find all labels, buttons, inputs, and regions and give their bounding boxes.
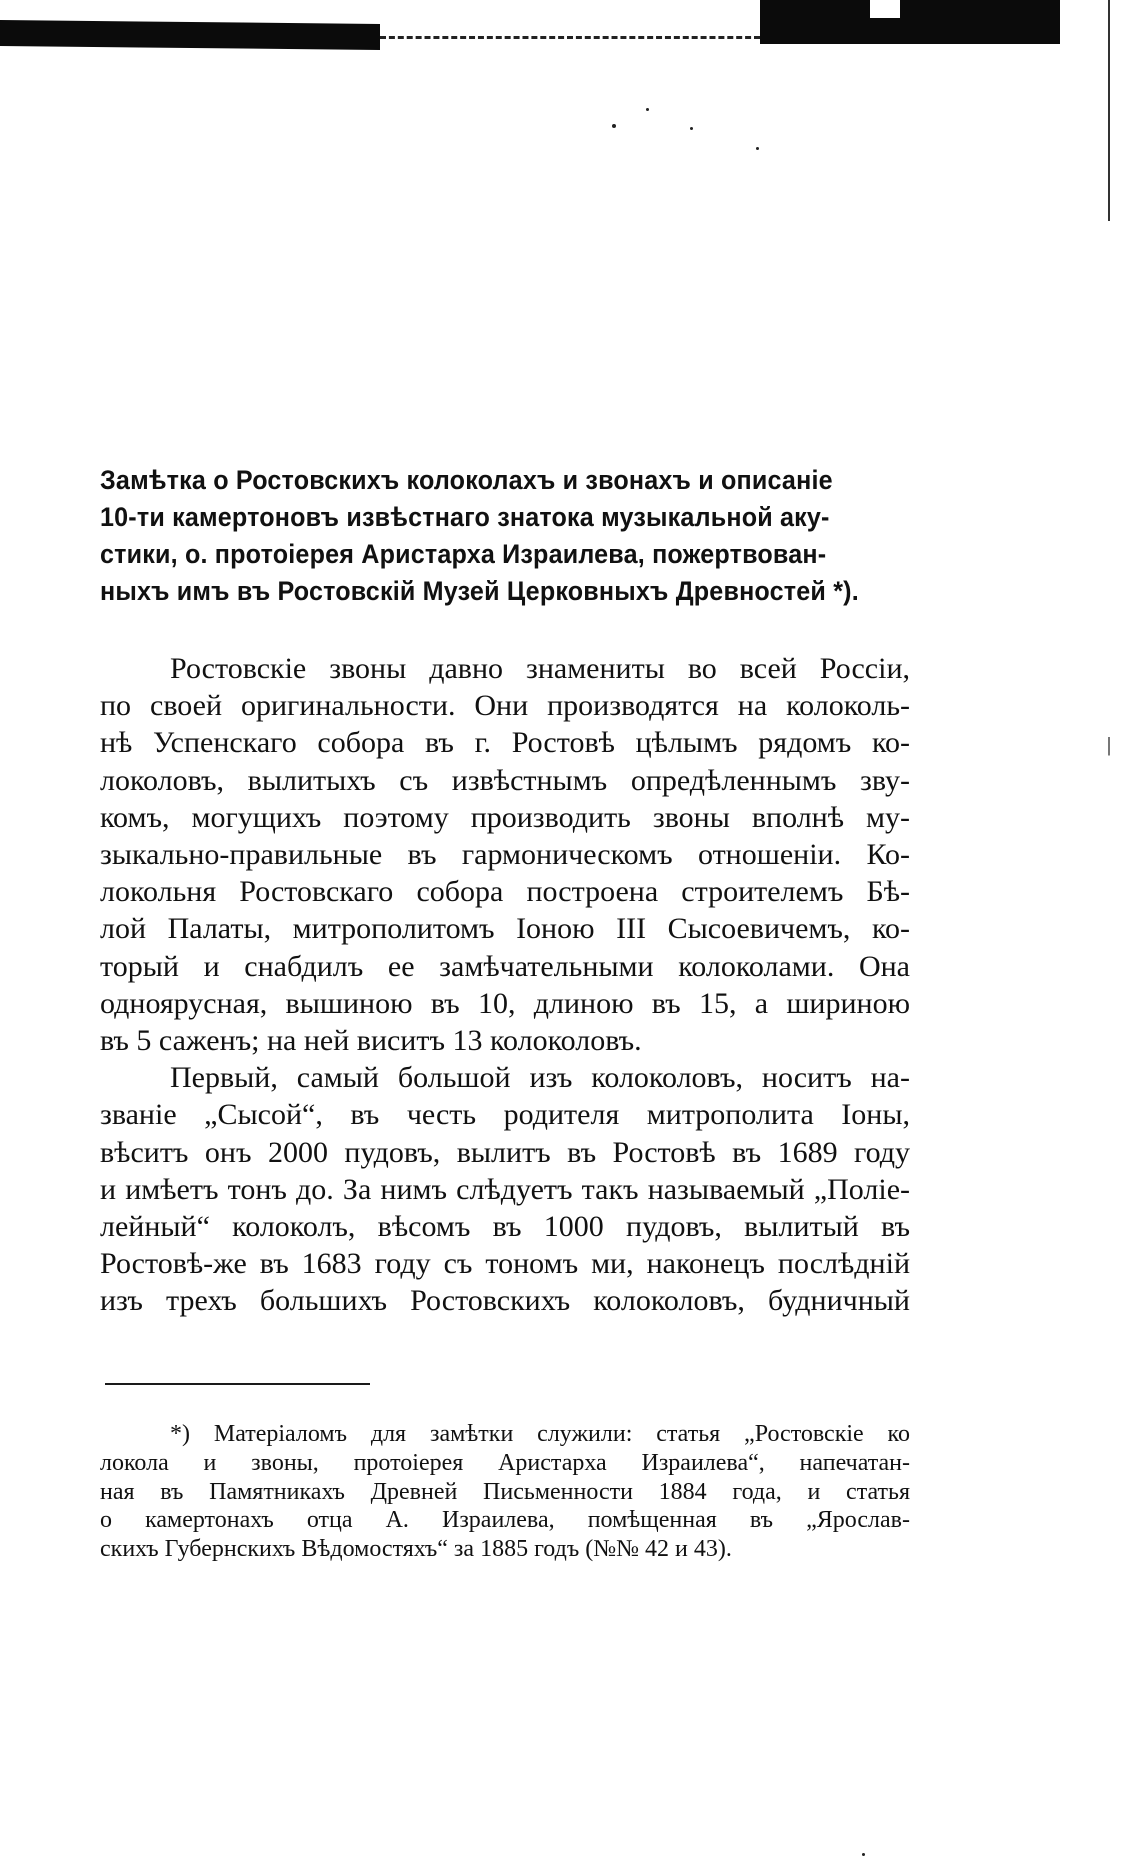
scan-edge-artifact-dashed — [380, 36, 760, 43]
text-line: зыкально-правильные въ гармоническомъ отношеніи. Ко- — [100, 838, 910, 872]
text-line: комъ, могущихъ поэтому производить звоны вполнѣ му- — [100, 800, 910, 834]
text-line: Ростовѣ-же въ 1683 году съ тономъ ми, наконецъ послѣдній — [100, 1247, 910, 1281]
footnote — [100, 1420, 910, 1564]
scan-edge-artifact-left — [0, 20, 380, 50]
scan-speck — [756, 147, 759, 150]
text-line: нѣ Успенскаго собора въ г. Ростовѣ цѣлымъ рядомъ ко- — [100, 726, 910, 760]
text-line: и имѣетъ тонъ до. За нимъ слѣдуетъ такъ называемый „Поліе- — [100, 1172, 910, 1206]
paragraph-1 — [100, 650, 910, 1059]
footnote-line: скихъ Губернскихъ Вѣдомостяхъ“ за 1885 годъ (№№ 42 и 43). — [100, 1536, 732, 1563]
text-line: локольня Ростовскаго собора построена строителемъ Бѣ- — [100, 875, 910, 909]
text-line: вѣситъ онъ 2000 пудовъ, вылитъ въ Ростовѣ въ 1689 году — [100, 1135, 910, 1169]
article-heading — [100, 462, 863, 610]
heading-line: Замѣтка о Ростовскихъ колоколахъ и звонахъ и описаніе — [100, 465, 833, 495]
text-line: изъ трехъ большихъ Ростовскихъ колоколовъ, будничный — [100, 1284, 910, 1318]
heading-line: 10-ти камертоновъ извѣстнаго знатока музыкальной аку- — [100, 502, 830, 532]
text-line: Ростовскіе звоны давно знамениты во всей Россіи, — [170, 652, 910, 685]
heading-line: стики, о. протоіерея Аристарха Израилева, пожертвован- — [100, 539, 827, 569]
text-line: по своей оригинальности. Они производятся на колоколь- — [100, 689, 910, 723]
paragraph-2 — [100, 1059, 910, 1319]
scan-page-edge — [1108, 0, 1110, 1843]
text-line: локоловъ, вылитыхъ съ извѣстнымъ опредѣленнымъ зву- — [100, 763, 910, 797]
text-line: одноярусная, вышиною въ 10, длиною въ 15, а шириною — [100, 986, 910, 1020]
text-line: торый и снабдилъ ее замѣчательными колоколами. Она — [100, 949, 910, 983]
scan-edge-artifact-right — [760, 0, 1060, 44]
article-body — [100, 650, 910, 1320]
scan-edge-notch — [870, 0, 900, 18]
scan-speck — [690, 127, 693, 130]
footnote-line: о камертонахъ отца А. Израилева, помѣщенная въ „Ярослав- — [100, 1507, 910, 1534]
text-line: въ 5 саженъ; на ней виситъ 13 колоколовъ. — [100, 1024, 642, 1058]
scan-speck — [612, 124, 616, 128]
scan-speck — [646, 108, 649, 111]
footnote-line: ная въ Памятникахъ Древней Письменности 1884 года, и статья — [100, 1478, 910, 1505]
footnote-line: локола и звоны, протоіерея Аристарха Израилева“, напечатан- — [100, 1449, 910, 1476]
footnote-divider — [105, 1383, 370, 1385]
text-line: Первый, самый большой изъ колоколовъ, носитъ на- — [170, 1061, 910, 1095]
text-line: званіе „Сысой“, въ честь родителя митрополита Іоны, — [100, 1098, 910, 1132]
footnote-line: *) Матеріаломъ для замѣтки служили: статья „Ростовскіе ко — [170, 1421, 910, 1447]
text-line: лой Палаты, митрополитомъ Іоною III Сысоевичемъ, ко- — [100, 912, 910, 946]
text-line: лейный“ колоколъ, вѣсомъ въ 1000 пудовъ, вылитый въ — [100, 1210, 910, 1244]
heading-line: ныхъ имъ въ Ростовскій Музей Церковныхъ Древностей *). — [100, 576, 859, 606]
